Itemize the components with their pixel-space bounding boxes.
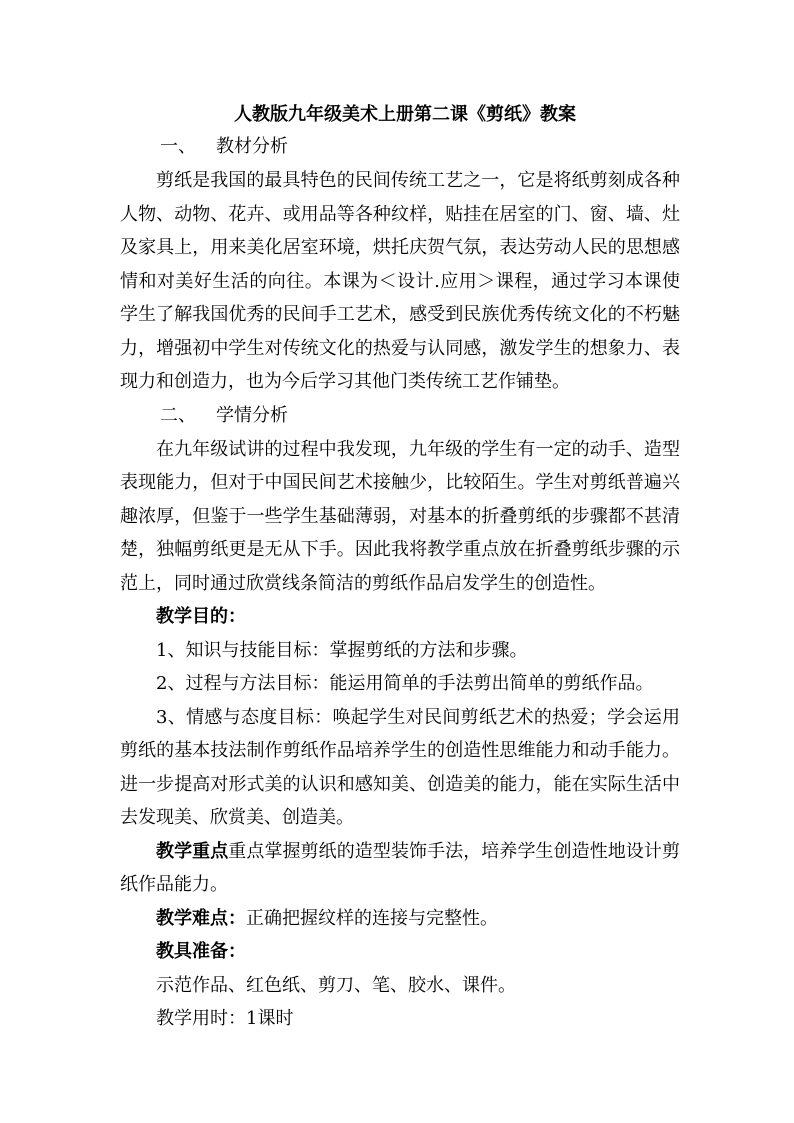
goal-emotion: 3、情感与态度目标：唤起学生对民间剪纸艺术的热爱；学会运用剪纸的基本技法制作剪纸作品培养学生的创造性思维能力和动手能力。进一步提高对形式美的认识和感知美、创造美的能力，能在实际生活中去发现美、欣赏美、创造美。	[120, 706, 680, 828]
section-label: 教材分析	[216, 136, 288, 157]
section-heading-textbook-analysis	[120, 132, 680, 162]
key-point-label: 教学重点	[156, 840, 229, 862]
difficulty-text: 正确把握纹样的连接与完整性。	[246, 907, 498, 929]
teaching-key-point	[120, 835, 680, 902]
paragraph-textbook-analysis: 剪纸是我国的最具特色的民间传统工艺之一，它是将纸剪刻成各种人物、动物、花卉、或用品等各种纹样，贴挂在居室的门、窗、墙、灶及家具上，用来美化居室环境，烘托庆贺气氛，表达劳动人民的思想感情和对美好生活的向往。本课为＜设计.应用＞课程，通过学习本课使学生了解我国优秀的民间手工艺术，感受到民族优秀传统文化的不朽魅力，增强初中学生对传统文化的热爱与认同感，激发学生的想象力、表现力和创造力，也为今后学习其他门类传统工艺作铺垫。	[120, 170, 680, 392]
teaching-tools-list: 示范作品、红色纸、剪刀、笔、胶水、课件。	[156, 974, 516, 996]
goal-process: 2、过程与方法目标：能运用简单的手法剪出简单的剪纸作品。	[156, 673, 654, 694]
goal-knowledge: 1、知识与技能目标：掌握剪纸的方法和步骤。	[156, 639, 528, 661]
paragraph-student-analysis: 在九年级试讲的过程中我发现，九年级的学生有一定的动手、造型表现能力，但对于中国民间艺术接触少，比较陌生。学生对剪纸普遍兴趣浓厚，但鉴于一些学生基础薄弱，对基本的折叠剪纸的步骤都不甚清楚，独幅剪纸更是无从下手。因此我将教学重点放在折叠剪纸步骤的示范上，同时通过欣赏线条简洁的剪纸作品启发学生的创造性。	[120, 438, 680, 594]
section-number: 二、	[160, 404, 196, 426]
section-label: 学情分析	[216, 404, 288, 426]
document-title: 人教版九年级美术上册第二课《剪纸》教案	[234, 104, 576, 125]
heading-teaching-tools: 教具准备：	[156, 941, 246, 962]
document-page	[120, 100, 680, 1036]
section-number: 一、	[160, 136, 196, 157]
difficulty-label: 教学难点：	[156, 907, 246, 929]
section-heading-student-analysis	[120, 401, 680, 431]
heading-teaching-goals: 教学目的：	[156, 606, 246, 627]
teaching-time: 教学用时：1课时	[156, 1008, 294, 1029]
key-point-text: 重点掌握剪纸的造型装饰手法，培养学生创造性地设计剪纸作品能力。	[120, 840, 681, 895]
teaching-difficulty	[120, 902, 680, 936]
